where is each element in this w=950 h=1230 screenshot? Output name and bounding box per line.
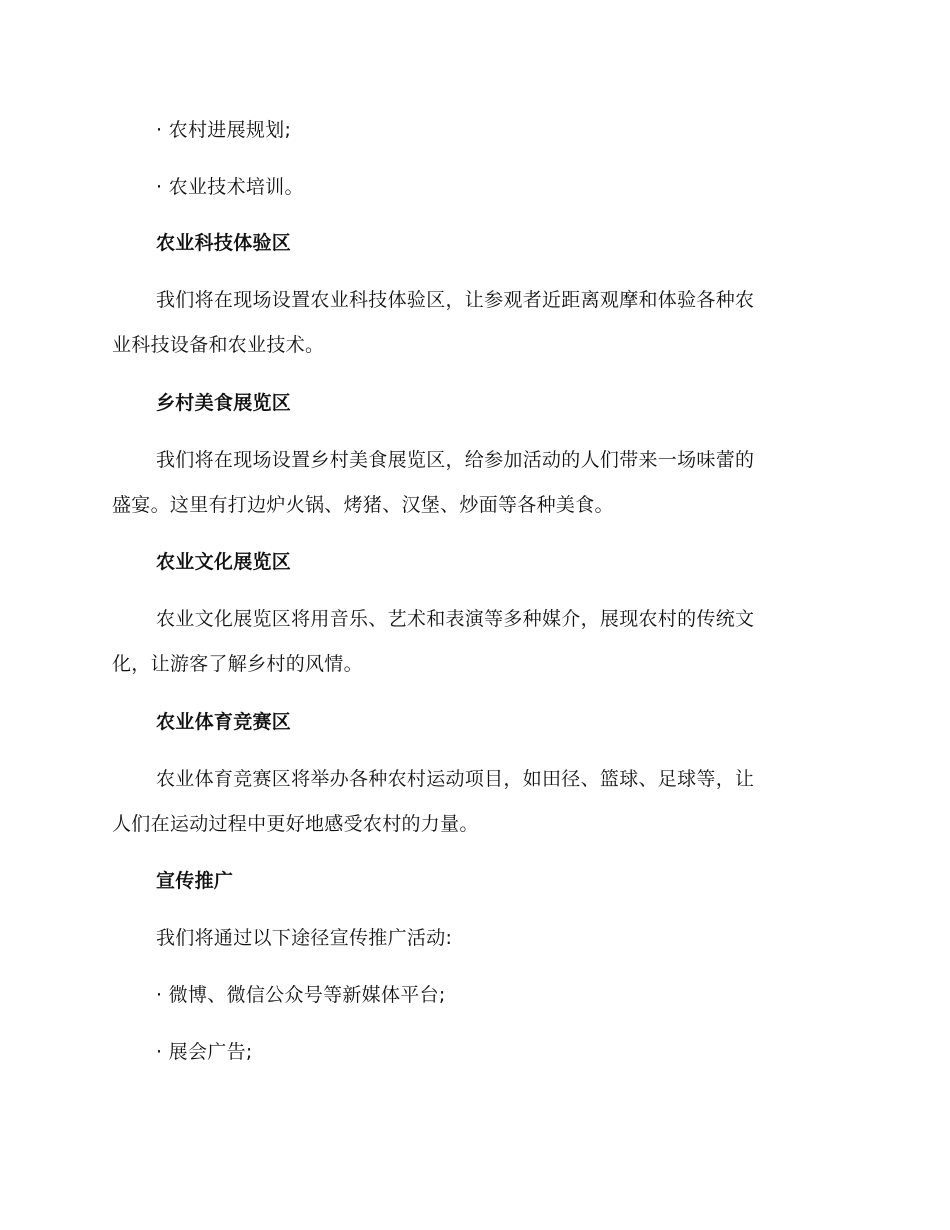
paragraph-line: 农业体育竞赛区将举办各种农村运动项目，如田径、篮球、足球等，让 [156, 768, 755, 790]
paragraph-line: 人们在运动过程中更好地感受农村的力量。 [112, 813, 479, 835]
paragraph-line: 我们将在现场设置乡村美食展览区，给参加活动的人们带来一场味蕾的 [156, 449, 755, 471]
paragraph [112, 597, 832, 687]
paragraph-line: 我们将在现场设置农业科技体验区，让参观者近距离观摩和体验各种农 [156, 289, 755, 311]
section-heading: 农业体育竞赛区 [156, 711, 292, 733]
paragraph [112, 278, 832, 368]
section-heading: 乡村美食展览区 [156, 392, 292, 414]
list-item: · 农业技术培训。 [156, 176, 304, 198]
paragraph [112, 438, 832, 528]
paragraph-line: 化，让游客了解乡村的风情。 [112, 653, 363, 675]
section-heading: 宣传推广 [156, 870, 234, 892]
paragraph-line: 农业文化展览区将用音乐、艺术和表演等多种媒介，展现农村的传统文 [156, 608, 755, 630]
paragraph-line: 盛宴。这里有打边炉火锅、烤猪、汉堡、炒面等各种美食。 [112, 494, 614, 516]
paragraph: 我们将通过以下途径宣传推广活动: [156, 927, 453, 949]
list-item: · 展会广告; [156, 1041, 253, 1063]
section-heading: 农业文化展览区 [156, 551, 292, 573]
paragraph [112, 757, 832, 847]
paragraph-line: 业科技设备和农业技术。 [112, 334, 325, 356]
list-item: · 农村进展规划; [156, 119, 292, 141]
section-heading: 农业科技体验区 [156, 232, 292, 254]
list-item: · 微博、微信公众号等新媒体平台; [156, 984, 446, 1006]
